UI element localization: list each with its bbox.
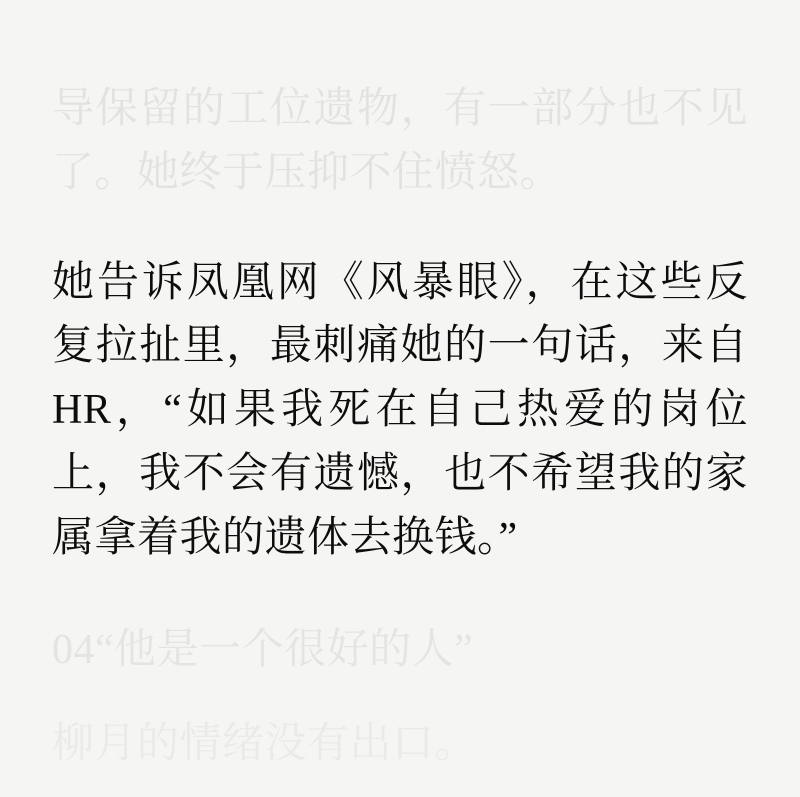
paragraph-faded-top: 导保留的工位遗物，有一部分也不见了。她终于压抑不住愤怒。 <box>52 86 748 196</box>
paragraph-highlighted: 她告诉凤凰网《风暴眼》，在这些反复拉扯里，最刺痛她的一句话，来自HR，“如果我死在自己热爱的岗位上，我不会有遗憾，也不希望我的家属拿着我的遗体去换钱。” <box>52 259 748 561</box>
paragraph-faded-bottom: 柳月的情绪没有出口。 <box>52 720 478 767</box>
section-heading-faded: 04“他是一个很好的人” <box>52 626 474 673</box>
